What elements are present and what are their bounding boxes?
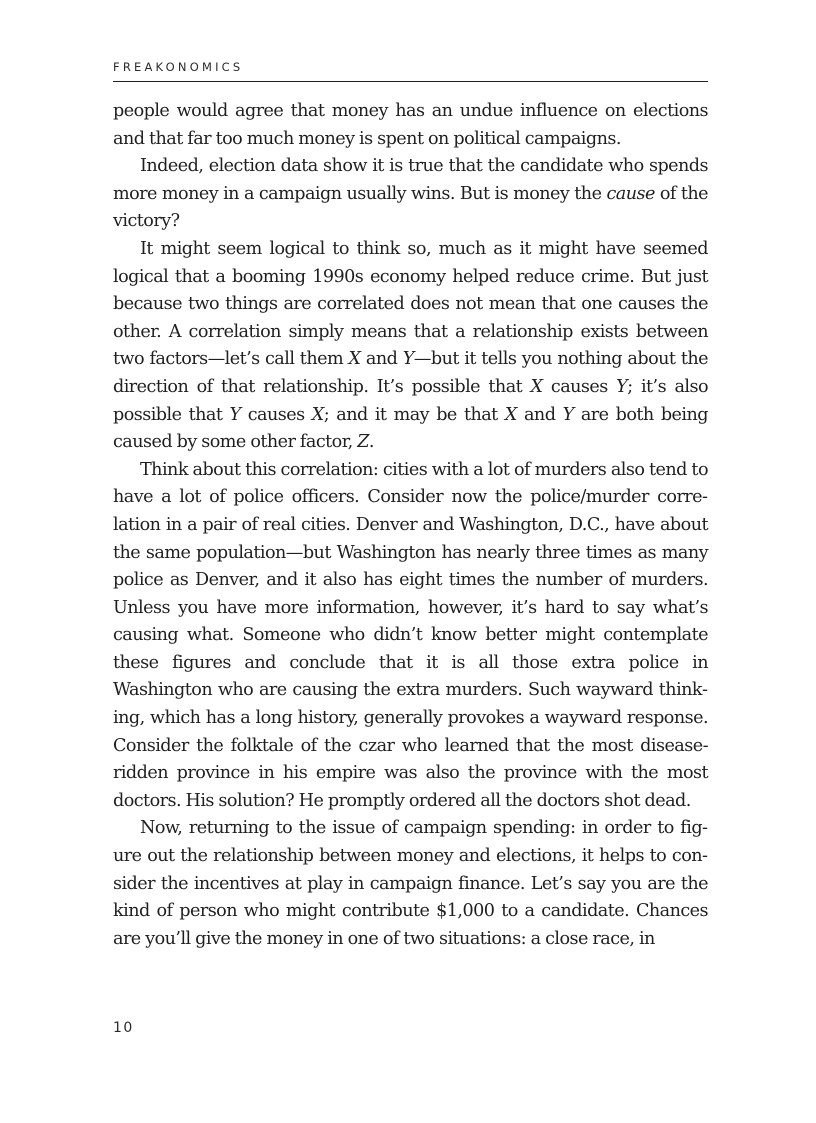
text-run: It might seem logical to think so, much as it might have seemed logical that a booming 1990s economy helped reduce crime. But just because two things are correlated does not mean that one causes the other. A correlation simply means that a relationship exists between two factors—let’s call them (113, 238, 708, 370)
text-run: causes (542, 376, 617, 397)
italic-text: X (348, 349, 361, 370)
header-rule (113, 81, 708, 82)
italic-text: Y (562, 404, 574, 425)
text-run: Indeed, election data show it is true that the candidate who spends more money in a campaign usually wins. But is money the (113, 156, 708, 204)
italic-text: Y (616, 376, 628, 397)
text-run: and (516, 404, 563, 425)
paragraph (113, 236, 708, 457)
text-run: people would agree that money has an undue influence on elections and that far too much money is spent on political campaigns. (113, 101, 708, 149)
text-run: causes (240, 404, 312, 425)
text-run: are both being caused by some other factor, (113, 404, 708, 453)
paragraph (113, 815, 708, 953)
italic-text: X (311, 404, 324, 425)
text-run: Think about this correlation: cities with a lot of murders also tend to have a lot of police officers. Consider now the police/murder correlation in a pair of real cities. Denver and Washington, D.C., have about the same population—but Washington has nearly three times as many police as Denver, and it also has eight times the number of murders. Unless you have more information, however, it’s hard to say what’s causing what. Someone who didn’t know better might contemplate these figures and conclude that it is all those extra police in Washington who are causing the extra murders. Such wayward thinking, which has a long history, generally provokes a wayward response. Consider the folktale of the czar who learned that the most disease-ridden province in his empire was also the province with the most doctors. His solution? He promptly ordered all the doctors shot dead. (113, 459, 708, 811)
paragraph (113, 153, 708, 236)
running-head: FREAKONOMICS (113, 60, 244, 74)
italic-text: X (504, 404, 517, 425)
page-number: 10 (113, 1020, 134, 1036)
italic-text: Z (357, 432, 369, 453)
paragraph (113, 457, 708, 816)
body-text (113, 98, 708, 953)
italic-text: X (530, 376, 543, 397)
italic-text: Y (402, 349, 414, 370)
text-run: and (360, 349, 403, 370)
text-run: —but it tells you nothing about the direction of that relationship. It’s possible that (113, 349, 708, 397)
text-run: Now, returning to the issue of campaign spending: in order to figure out the relationship between money and elections, it helps to consider the incentives at play in campaign finance. Let’s say you are the kind of person who might contribute $1,000 to a candidate. Chances are you’ll give the money in one of two situations: a close race, in (113, 818, 708, 949)
text-run: ; and it may be that (323, 404, 505, 425)
text-run: of the victory? (113, 183, 708, 232)
text-run: ; it’s also possible that (113, 376, 708, 425)
paragraph (113, 98, 708, 153)
italic-text: cause (606, 183, 655, 204)
text-run: . (368, 432, 374, 453)
italic-text: Y (229, 404, 241, 425)
